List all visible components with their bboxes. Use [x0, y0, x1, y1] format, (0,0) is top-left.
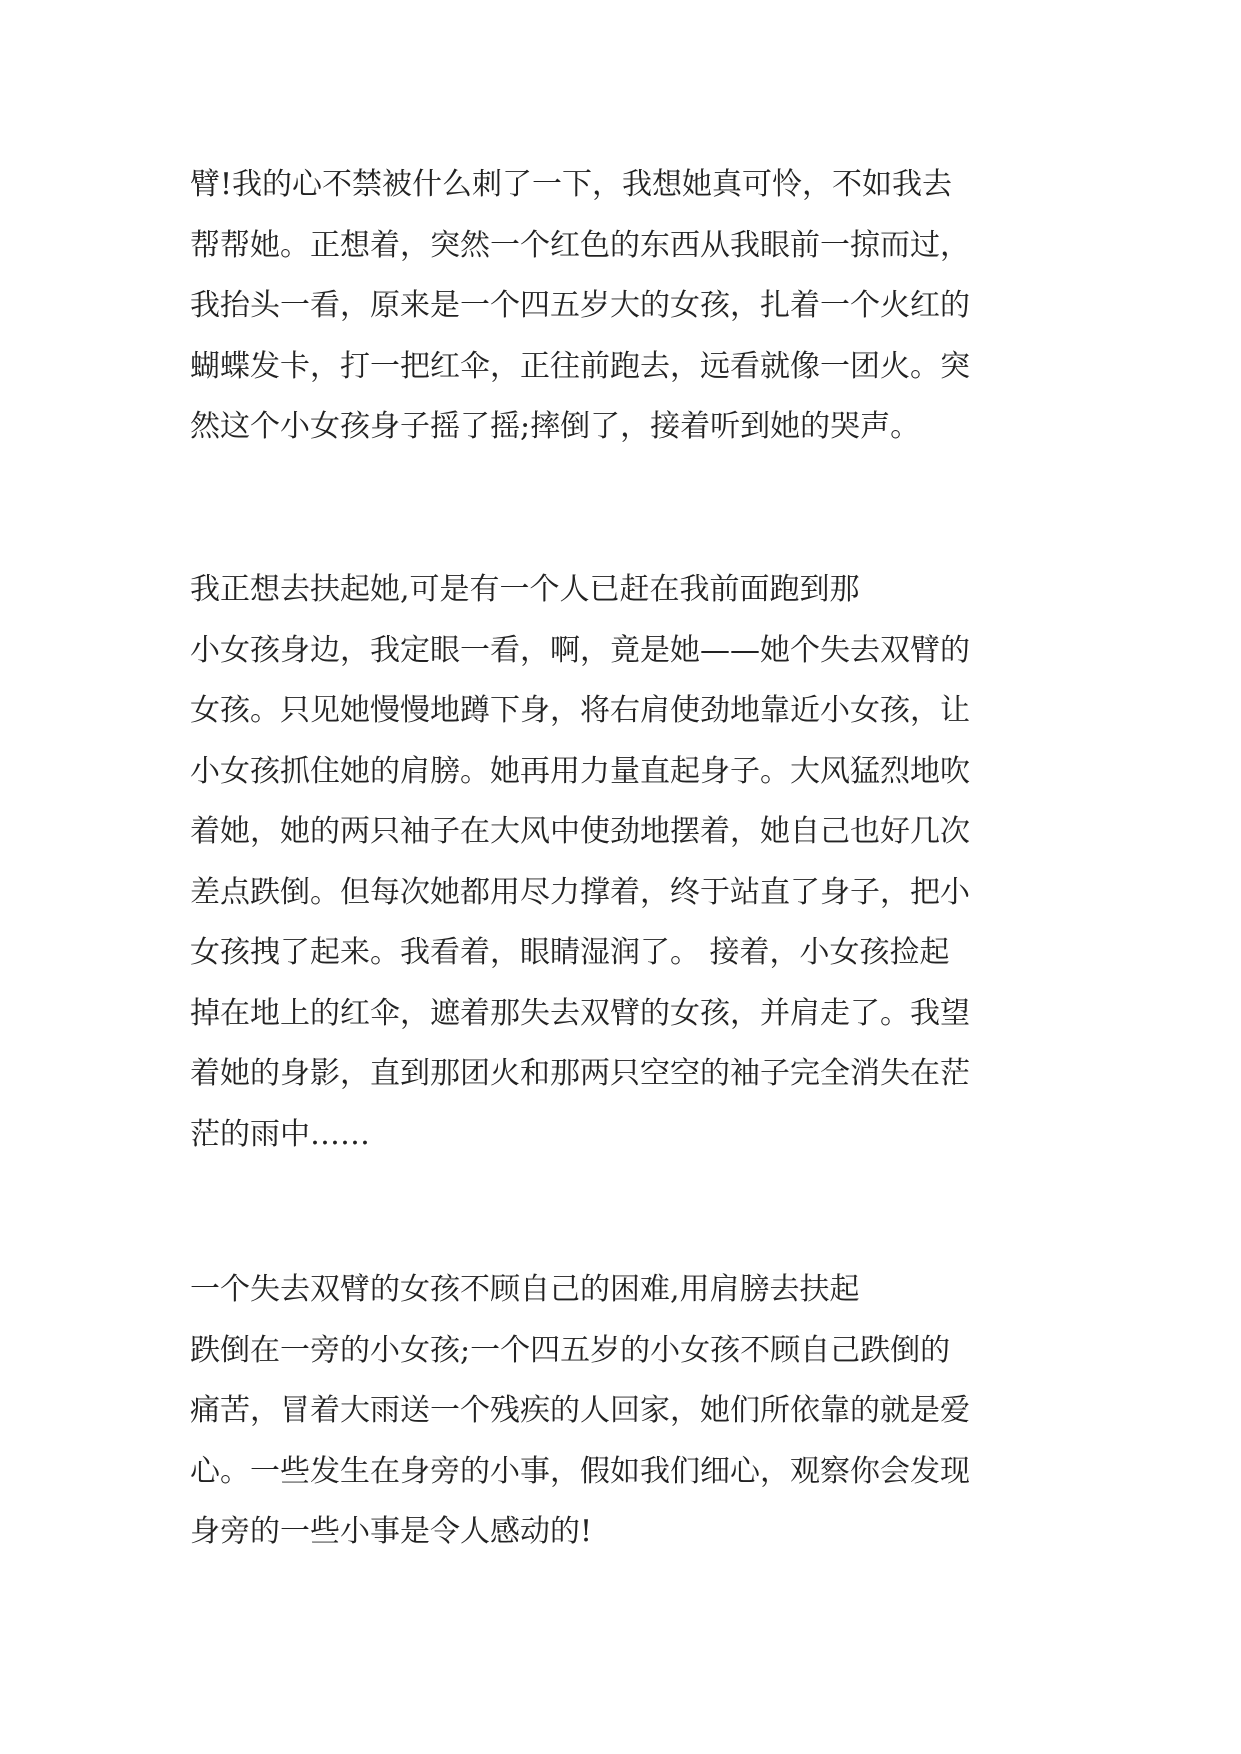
paragraph-2: 我正想去扶起她,可是有一个人已赶在我前面跑到那 小女孩身边，我定眼一看，啊，竟是她——她个失去双臂的 女孩。只见她慢慢地蹲下身，将右肩使劲地靠近小女孩，让 小女孩抓住她的肩膀。她再用力量直起身子。大风猛烈地吹 着她，她的两只袖子在大风中使劲地摆着，她自己也好几次 差点跌倒。但每次她都用尽力撑着，终于站直了身子，把小 女孩拽了起来。我看着，眼睛湿润了。 接着，小女孩捡起 掉在地上的红伞，遮着那失去双臂的女孩，并肩走了。我望 着她的身影，直到那团火和那两只空空的袖子完全消失在茫 茫的雨中…… [190, 572, 970, 1152]
paragraph-1: 臂!我的心不禁被什么刺了一下，我想她真可怜，不如我去 帮帮她。正想着，突然一个红色的东西从我眼前一掠而过， 我抬头一看，原来是一个四五岁大的女孩，扎着一个火红的 蝴蝶发卡，打一把红伞，正往前跑去，远看就像一团火。突 然这个小女孩身子摇了摇;摔倒了，接着听到她的哭声。 [190, 167, 970, 444]
paragraph-3: 一个失去双臂的女孩不顾自己的困难,用肩膀去扶起 跌倒在一旁的小女孩;一个四五岁的小女孩不顾自己跌倒的 痛苦，冒着大雨送一个残疾的人回家，她们所依靠的就是爱 心。一些发生在身旁的小事，假如我们细心，观察你会发现 身旁的一些小事是令人感动的! [190, 1272, 970, 1549]
